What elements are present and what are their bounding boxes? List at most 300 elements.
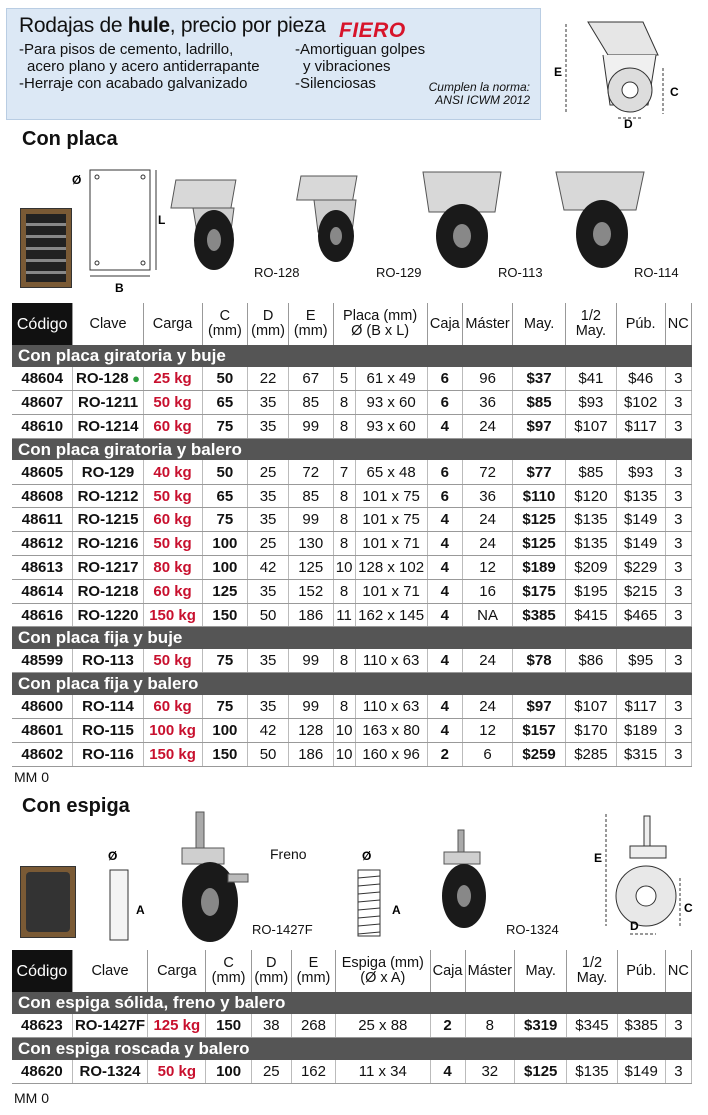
table-cell: 8	[333, 391, 355, 415]
table-cell: 3	[665, 742, 691, 766]
table-cell: $149	[617, 1060, 665, 1084]
table-cell: 12	[463, 719, 513, 743]
features-right: -Amortiguan golpes y vibraciones -Silenciosas	[295, 41, 426, 92]
column-header: C (mm)	[202, 303, 248, 345]
column-header: C (mm)	[206, 950, 251, 992]
table-cell: 4	[427, 579, 462, 603]
table-cell: $93	[616, 460, 665, 484]
table-cell: 24	[463, 508, 513, 532]
group-title: Con placa fija y buje	[12, 627, 692, 649]
table-cell: 16	[463, 579, 513, 603]
group-row	[12, 438, 692, 460]
column-header: Caja	[430, 950, 465, 992]
table-cell: 36	[463, 391, 513, 415]
caster-ro129-image	[292, 170, 392, 280]
column-header: D (mm)	[251, 950, 291, 992]
table-cell: RO-129	[73, 460, 143, 484]
table-cell: 48616	[12, 603, 73, 627]
table-cell: 125	[202, 579, 248, 603]
table-cell: 35	[248, 695, 289, 719]
table-cell: 60 kg	[143, 579, 202, 603]
table-cell: 3	[665, 1014, 691, 1038]
table-cell: 24	[463, 415, 513, 439]
section-title-espiga: Con espiga	[22, 795, 130, 817]
column-header: D (mm)	[248, 303, 289, 345]
table-row	[12, 649, 692, 673]
section-title-placa: Con placa	[22, 128, 118, 150]
caster-ro1324-image	[428, 826, 508, 936]
svg-text:D: D	[630, 919, 639, 933]
table-row	[12, 1060, 692, 1084]
svg-text:Ø: Ø	[72, 173, 82, 187]
table-cell: $95	[616, 649, 665, 673]
caption-ro1427f: RO-1427F	[252, 922, 313, 937]
table-cell: $170	[565, 719, 616, 743]
table-cell: 48601	[12, 719, 73, 743]
table-cell: 35	[248, 391, 289, 415]
svg-text:A: A	[136, 903, 145, 917]
table-row	[12, 1014, 692, 1038]
table-cell: 38	[251, 1014, 291, 1038]
table-cell: $157	[513, 719, 566, 743]
group-row	[12, 627, 692, 649]
table-cell: RO-1218	[73, 579, 143, 603]
table-cell: $37	[513, 367, 566, 391]
table-cell: RO-1220	[73, 603, 143, 627]
table-cell: $285	[565, 742, 616, 766]
table-cell: 80 kg	[143, 556, 202, 580]
table-cell: 3	[665, 1060, 691, 1084]
box-thumbnail-espiga	[20, 866, 76, 938]
table-cell: 85	[288, 484, 333, 508]
table-cell: 125 kg	[148, 1014, 206, 1038]
table-cell: 96	[463, 367, 513, 391]
table-cell: 150 kg	[143, 603, 202, 627]
table-cell: RO-1217	[73, 556, 143, 580]
caption-ro114: RO-114	[634, 265, 679, 280]
table-cell: 8	[333, 532, 355, 556]
table-cell: 11	[333, 603, 355, 627]
column-header: 1/2 May.	[567, 950, 617, 992]
table-cell: 3	[665, 484, 691, 508]
group-title: Con espiga roscada y balero	[12, 1038, 692, 1060]
table-cell: 48623	[12, 1014, 72, 1038]
table-cell: RO-1211	[73, 391, 143, 415]
group-row	[12, 1038, 692, 1060]
column-header: Púb.	[616, 303, 665, 345]
table-cell: 8	[333, 695, 355, 719]
table-cell: 4	[427, 556, 462, 580]
table-cell: 48599	[12, 649, 73, 673]
table-cell: 128 x 102	[355, 556, 427, 580]
price-table-placa	[12, 303, 692, 767]
caster-dimension-diagram	[548, 10, 698, 130]
table-cell: NA	[463, 603, 513, 627]
table-cell: $385	[617, 1014, 665, 1038]
table-cell: 50	[248, 742, 289, 766]
table-cell: $209	[565, 556, 616, 580]
table-cell: $117	[616, 415, 665, 439]
column-header: Clave	[72, 950, 147, 992]
table-cell: 50 kg	[143, 484, 202, 508]
svg-text:D: D	[624, 117, 633, 130]
table-cell: 50 kg	[148, 1060, 206, 1084]
table-cell: 10	[333, 556, 355, 580]
group-title: Con placa giratoria y buje	[12, 345, 692, 367]
column-header: Caja	[427, 303, 462, 345]
table-cell: $345	[567, 1014, 617, 1038]
table-cell: 101 x 71	[355, 532, 427, 556]
table-cell: 48608	[12, 484, 73, 508]
table-cell: 8	[465, 1014, 515, 1038]
table-cell: $415	[565, 603, 616, 627]
column-header: Carga	[143, 303, 202, 345]
table-cell: $149	[616, 532, 665, 556]
table-cell: 22	[248, 367, 289, 391]
table-cell: 99	[288, 415, 333, 439]
group-title: Con espiga sólida, freno y balero	[12, 992, 692, 1014]
column-header: Máster	[463, 303, 513, 345]
table-cell: $107	[565, 695, 616, 719]
table-cell: 35	[248, 579, 289, 603]
table-cell: 6	[427, 484, 462, 508]
table-cell: RO-113	[73, 649, 143, 673]
stem-diagram-solid	[96, 846, 156, 946]
table-cell: $215	[616, 579, 665, 603]
table-row	[12, 391, 692, 415]
table-cell: 5	[333, 367, 355, 391]
table-cell: 7	[333, 460, 355, 484]
table-cell: $125	[513, 532, 566, 556]
table-cell: 4	[427, 532, 462, 556]
table-row	[12, 415, 692, 439]
table-cell: 25 x 88	[336, 1014, 430, 1038]
table-cell: $77	[513, 460, 566, 484]
group-title: Con placa fija y balero	[12, 673, 692, 695]
table-cell: 36	[463, 484, 513, 508]
column-header: Código	[12, 303, 73, 345]
table-cell: 11 x 34	[336, 1060, 430, 1084]
table-cell: 100	[206, 1060, 251, 1084]
table-cell: 93 x 60	[355, 415, 427, 439]
table-cell: $149	[616, 508, 665, 532]
table-row	[12, 367, 692, 391]
caster-ro114-image	[552, 164, 662, 274]
table-cell: 3	[665, 415, 691, 439]
table-cell: $195	[565, 579, 616, 603]
table-cell: $93	[565, 391, 616, 415]
column-header: May.	[513, 303, 566, 345]
table-cell: $125	[513, 508, 566, 532]
table-cell: $110	[513, 484, 566, 508]
caster-ro113-image	[415, 164, 515, 274]
table-cell: RO-116	[73, 742, 143, 766]
caption-ro113: RO-113	[498, 265, 543, 280]
table-cell: 8	[333, 415, 355, 439]
table-cell: $135	[567, 1060, 617, 1084]
table-cell: 48607	[12, 391, 73, 415]
table-cell: $85	[513, 391, 566, 415]
group-row	[12, 345, 692, 367]
table-cell: 101 x 71	[355, 579, 427, 603]
box-thumbnail	[20, 208, 72, 288]
table-cell: 152	[288, 579, 333, 603]
table-cell: 65	[202, 391, 248, 415]
table-cell: 3	[665, 556, 691, 580]
svg-text:C: C	[670, 85, 679, 99]
table-cell: 186	[288, 742, 333, 766]
page-title: Rodajas de hule, precio por pieza	[19, 14, 326, 37]
norma-note: Cumplen la norma: ANSI ICWM 2012	[428, 80, 530, 107]
table-cell: 100	[202, 556, 248, 580]
table-cell: 48604	[12, 367, 73, 391]
table-cell: 25	[251, 1060, 291, 1084]
table-cell: 35	[248, 649, 289, 673]
footer-mm-1: MM 0	[14, 769, 49, 785]
caster-stem-dimension-diagram	[590, 800, 700, 945]
table-cell: 50 kg	[143, 649, 202, 673]
table-cell: 128	[288, 719, 333, 743]
table-cell: 160 x 96	[355, 742, 427, 766]
availability-dot-icon: ●	[128, 371, 141, 387]
price-table-espiga	[12, 950, 692, 1084]
svg-text:A: A	[392, 903, 401, 917]
table-cell: $135	[565, 532, 616, 556]
table-cell: 130	[288, 532, 333, 556]
table-cell: 48611	[12, 508, 73, 532]
svg-text:Ø: Ø	[108, 849, 118, 863]
table-cell: 67	[288, 367, 333, 391]
table-cell: 25	[248, 460, 289, 484]
table-cell: 150	[206, 1014, 251, 1038]
table-cell: 50	[202, 460, 248, 484]
table-cell: 50	[248, 603, 289, 627]
table-cell: $85	[565, 460, 616, 484]
table-cell: 50 kg	[143, 532, 202, 556]
column-header: Máster	[465, 950, 515, 992]
table-cell: 162	[291, 1060, 335, 1084]
table-cell: 48610	[12, 415, 73, 439]
table-cell: 3	[665, 719, 691, 743]
table-cell: $315	[616, 742, 665, 766]
table-cell: $319	[515, 1014, 567, 1038]
header-box	[6, 8, 541, 120]
table-cell: 12	[463, 556, 513, 580]
table-row	[12, 556, 692, 580]
column-header: 1/2 May.	[565, 303, 616, 345]
table-cell: 3	[665, 508, 691, 532]
svg-text:B: B	[115, 281, 124, 295]
column-header: NC	[665, 950, 691, 992]
table-cell: 163 x 80	[355, 719, 427, 743]
table-cell: 48602	[12, 742, 73, 766]
table-row	[12, 484, 692, 508]
table-cell: 3	[665, 460, 691, 484]
table-cell: 48613	[12, 556, 73, 580]
table-cell: $97	[513, 695, 566, 719]
group-title: Con placa giratoria y balero	[12, 438, 692, 460]
footer-mm-2: MM 0	[14, 1090, 49, 1106]
table-cell: 35	[248, 508, 289, 532]
table-cell: 75	[202, 508, 248, 532]
features-left: -Para pisos de cemento, ladrillo, acero plano y acero antiderrapante -Herraje con acabado galvanizado	[19, 41, 260, 92]
table-cell: 3	[665, 695, 691, 719]
table-row	[12, 719, 692, 743]
table-cell: 60 kg	[143, 415, 202, 439]
svg-text:Ø: Ø	[362, 849, 372, 863]
caption-ro129: RO-129	[376, 265, 422, 280]
table-cell: RO-115	[73, 719, 143, 743]
table-cell: $385	[513, 603, 566, 627]
table-cell: 3	[665, 649, 691, 673]
column-header: Clave	[73, 303, 143, 345]
table-cell: RO-1216	[73, 532, 143, 556]
caster-ro128-image	[168, 168, 268, 278]
table-cell: RO-128 ●	[73, 367, 143, 391]
column-header: Placa (mm) Ø (B x L)	[333, 303, 427, 345]
table-cell: 75	[202, 415, 248, 439]
svg-text:C: C	[684, 901, 693, 915]
caption-ro128: RO-128	[254, 265, 300, 280]
svg-text:E: E	[594, 851, 603, 865]
table-cell: 40 kg	[143, 460, 202, 484]
table-cell: 162 x 145	[355, 603, 427, 627]
table-cell: 150	[202, 603, 248, 627]
plate-dimension-diagram	[70, 160, 170, 300]
table-cell: $78	[513, 649, 566, 673]
table-cell: 32	[465, 1060, 515, 1084]
table-cell: 75	[202, 649, 248, 673]
table-cell: $107	[565, 415, 616, 439]
table-cell: 6	[463, 742, 513, 766]
table-cell: 72	[463, 460, 513, 484]
table-cell: 4	[427, 415, 462, 439]
table-cell: 35	[248, 484, 289, 508]
table-cell: $120	[565, 484, 616, 508]
table-cell: 3	[665, 532, 691, 556]
column-header: E (mm)	[291, 950, 335, 992]
table-cell: 24	[463, 649, 513, 673]
column-header: Púb.	[617, 950, 665, 992]
table-cell: 3	[665, 367, 691, 391]
table-cell: 2	[427, 742, 462, 766]
table-cell: $175	[513, 579, 566, 603]
stem-diagram-threaded	[340, 846, 410, 946]
table-cell: 4	[430, 1060, 465, 1084]
table-cell: 61 x 49	[355, 367, 427, 391]
table-cell: 93 x 60	[355, 391, 427, 415]
svg-text:E: E	[554, 65, 563, 79]
table-cell: $125	[515, 1060, 567, 1084]
table-row	[12, 579, 692, 603]
table-cell: 2	[430, 1014, 465, 1038]
table-cell: 101 x 75	[355, 508, 427, 532]
table-cell: 3	[665, 579, 691, 603]
table-cell: $86	[565, 649, 616, 673]
table-cell: $135	[565, 508, 616, 532]
column-header: Espiga (mm) (Ø x A)	[336, 950, 430, 992]
table-cell: 100	[202, 532, 248, 556]
table-cell: $41	[565, 367, 616, 391]
table-cell: 42	[248, 719, 289, 743]
table-row	[12, 742, 692, 766]
table-cell: 75	[202, 695, 248, 719]
svg-text:L: L	[158, 213, 166, 227]
table-cell: 3	[665, 391, 691, 415]
table-cell: 48614	[12, 579, 73, 603]
table-cell: $189	[513, 556, 566, 580]
group-row	[12, 992, 692, 1014]
table-cell: 8	[333, 484, 355, 508]
table-cell: 48605	[12, 460, 73, 484]
table-cell: 101 x 75	[355, 484, 427, 508]
table-cell: 100	[202, 719, 248, 743]
table-cell: 6	[427, 391, 462, 415]
table-cell: 8	[333, 579, 355, 603]
table-cell: RO-1215	[73, 508, 143, 532]
brand-logo: FIERO	[339, 19, 406, 42]
table-cell: $259	[513, 742, 566, 766]
table-cell: 60 kg	[143, 508, 202, 532]
table-cell: 4	[427, 695, 462, 719]
table-row	[12, 603, 692, 627]
caption-ro1324: RO-1324	[506, 922, 559, 937]
table-cell: $229	[616, 556, 665, 580]
table-cell: $189	[616, 719, 665, 743]
table-cell: 25 kg	[143, 367, 202, 391]
table-row	[12, 532, 692, 556]
table-cell: 50 kg	[143, 391, 202, 415]
table-cell: 99	[288, 695, 333, 719]
table-cell: 60 kg	[143, 695, 202, 719]
table-cell: 268	[291, 1014, 335, 1038]
table-cell: $46	[616, 367, 665, 391]
table-cell: 99	[288, 508, 333, 532]
table-cell: 48612	[12, 532, 73, 556]
column-header: Carga	[148, 950, 206, 992]
column-header: NC	[665, 303, 691, 345]
table-cell: 25	[248, 532, 289, 556]
table-row	[12, 460, 692, 484]
table-cell: RO-1214	[73, 415, 143, 439]
table-cell: 3	[665, 603, 691, 627]
table-cell: 24	[463, 532, 513, 556]
table-row	[12, 695, 692, 719]
table-cell: RO-1324	[72, 1060, 147, 1084]
table-cell: 99	[288, 649, 333, 673]
table-cell: 8	[333, 649, 355, 673]
table-cell: 6	[427, 367, 462, 391]
freno-label: Freno	[270, 846, 307, 862]
table-cell: 100 kg	[143, 719, 202, 743]
table-cell: 72	[288, 460, 333, 484]
table-row	[12, 508, 692, 532]
table-cell: 125	[288, 556, 333, 580]
table-cell: 35	[248, 415, 289, 439]
table-cell: 186	[288, 603, 333, 627]
table-cell: $465	[616, 603, 665, 627]
table-cell: $102	[616, 391, 665, 415]
table-cell: 85	[288, 391, 333, 415]
table-cell: 110 x 63	[355, 695, 427, 719]
table-cell: 8	[333, 508, 355, 532]
table-cell: $135	[616, 484, 665, 508]
table-cell: 10	[333, 742, 355, 766]
table-cell: 10	[333, 719, 355, 743]
table-cell: 110 x 63	[355, 649, 427, 673]
table-cell: $117	[616, 695, 665, 719]
table-cell: 4	[427, 603, 462, 627]
